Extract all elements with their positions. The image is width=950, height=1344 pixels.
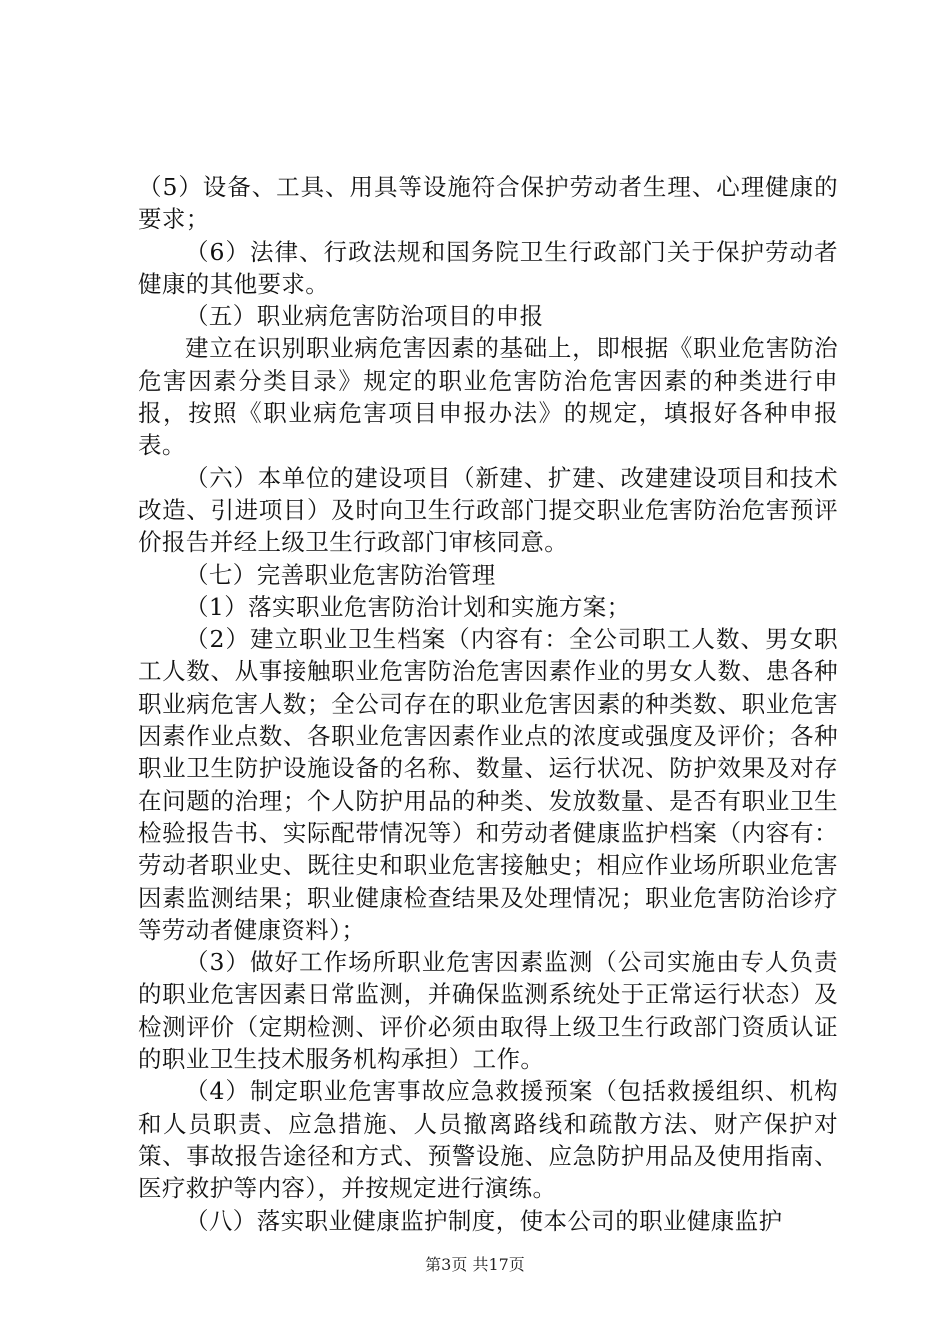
paragraph: （六）本单位的建设项目（新建、扩建、改建建设项目和技术改造、引进项目）及时向卫生行政部门提交职业危害防治危害预评价报告并经上级卫生行政部门审核同意。 (138, 463, 838, 557)
paragraph: （6）法律、行政法规和国务院卫生行政部门关于保护劳动者健康的其他要求。 (138, 237, 838, 298)
page-number-footer: 第3页 共17页 (425, 1255, 525, 1274)
section-heading: （五）职业病危害防治项目的申报 (185, 302, 544, 331)
paragraph: （1）落实职业危害防治计划和实施方案； (185, 592, 631, 621)
paragraph: （5）设备、工具、用具等设施符合保护劳动者生理、心理健康的要求； (138, 173, 838, 234)
document-body (138, 171, 838, 1237)
section-heading: （七）完善职业危害防治管理 (185, 560, 496, 589)
paragraph: （3）做好工作场所职业危害因素监测（公司实施由专人负责的职业危害因素日常监测，并确保监测系统处于正常运行状态）及检测评价（定期检测、评价必须由取得上级卫生行政部门资质认证的职业卫生技术服务机构承担）工作。 (138, 948, 838, 1074)
paragraph: 建立在识别职业病危害因素的基础上，即根据《职业危害防治危害因素分类目录》规定的职业危害防治危害因素的种类进行申报，按照《职业病危害项目申报办法》的规定，填报好各种申报表。 (138, 334, 838, 460)
paragraph: （2）建立职业卫生档案（内容有：全公司职工人数、男女职工人数、从事接触职业危害防治危害因素作业的男女人数、患各种职业病危害人数；全公司存在的职业危害因素的种类数、职业危害因素作业点数、各职业危害因素作业点的浓度或强度及评价；各种职业卫生防护设施设备的名称、数量、运行状况、防护效果及对存在问题的治理；个人防护用品的种类、发放数量、是否有职业卫生检验报告书、实际配带情况等）和劳动者健康监护档案（内容有：劳动者职业史、既往史和职业危害接触史；相应作业场所职业危害因素监测结果；职业健康检查结果及处理情况；职业危害防治诊疗等劳动者健康资料）； (138, 625, 838, 944)
paragraph: （八）落实职业健康监护制度，使本公司的职业健康监护 (185, 1206, 783, 1235)
paragraph: （4）制定职业危害事故应急救援预案（包括救援组织、机构和人员职责、应急措施、人员撤离路线和疏散方法、财产保护对策、事故报告途径和方式、预警设施、应急防护用品及使用指南、医疗救护等内容），并按规定进行演练。 (138, 1077, 838, 1203)
